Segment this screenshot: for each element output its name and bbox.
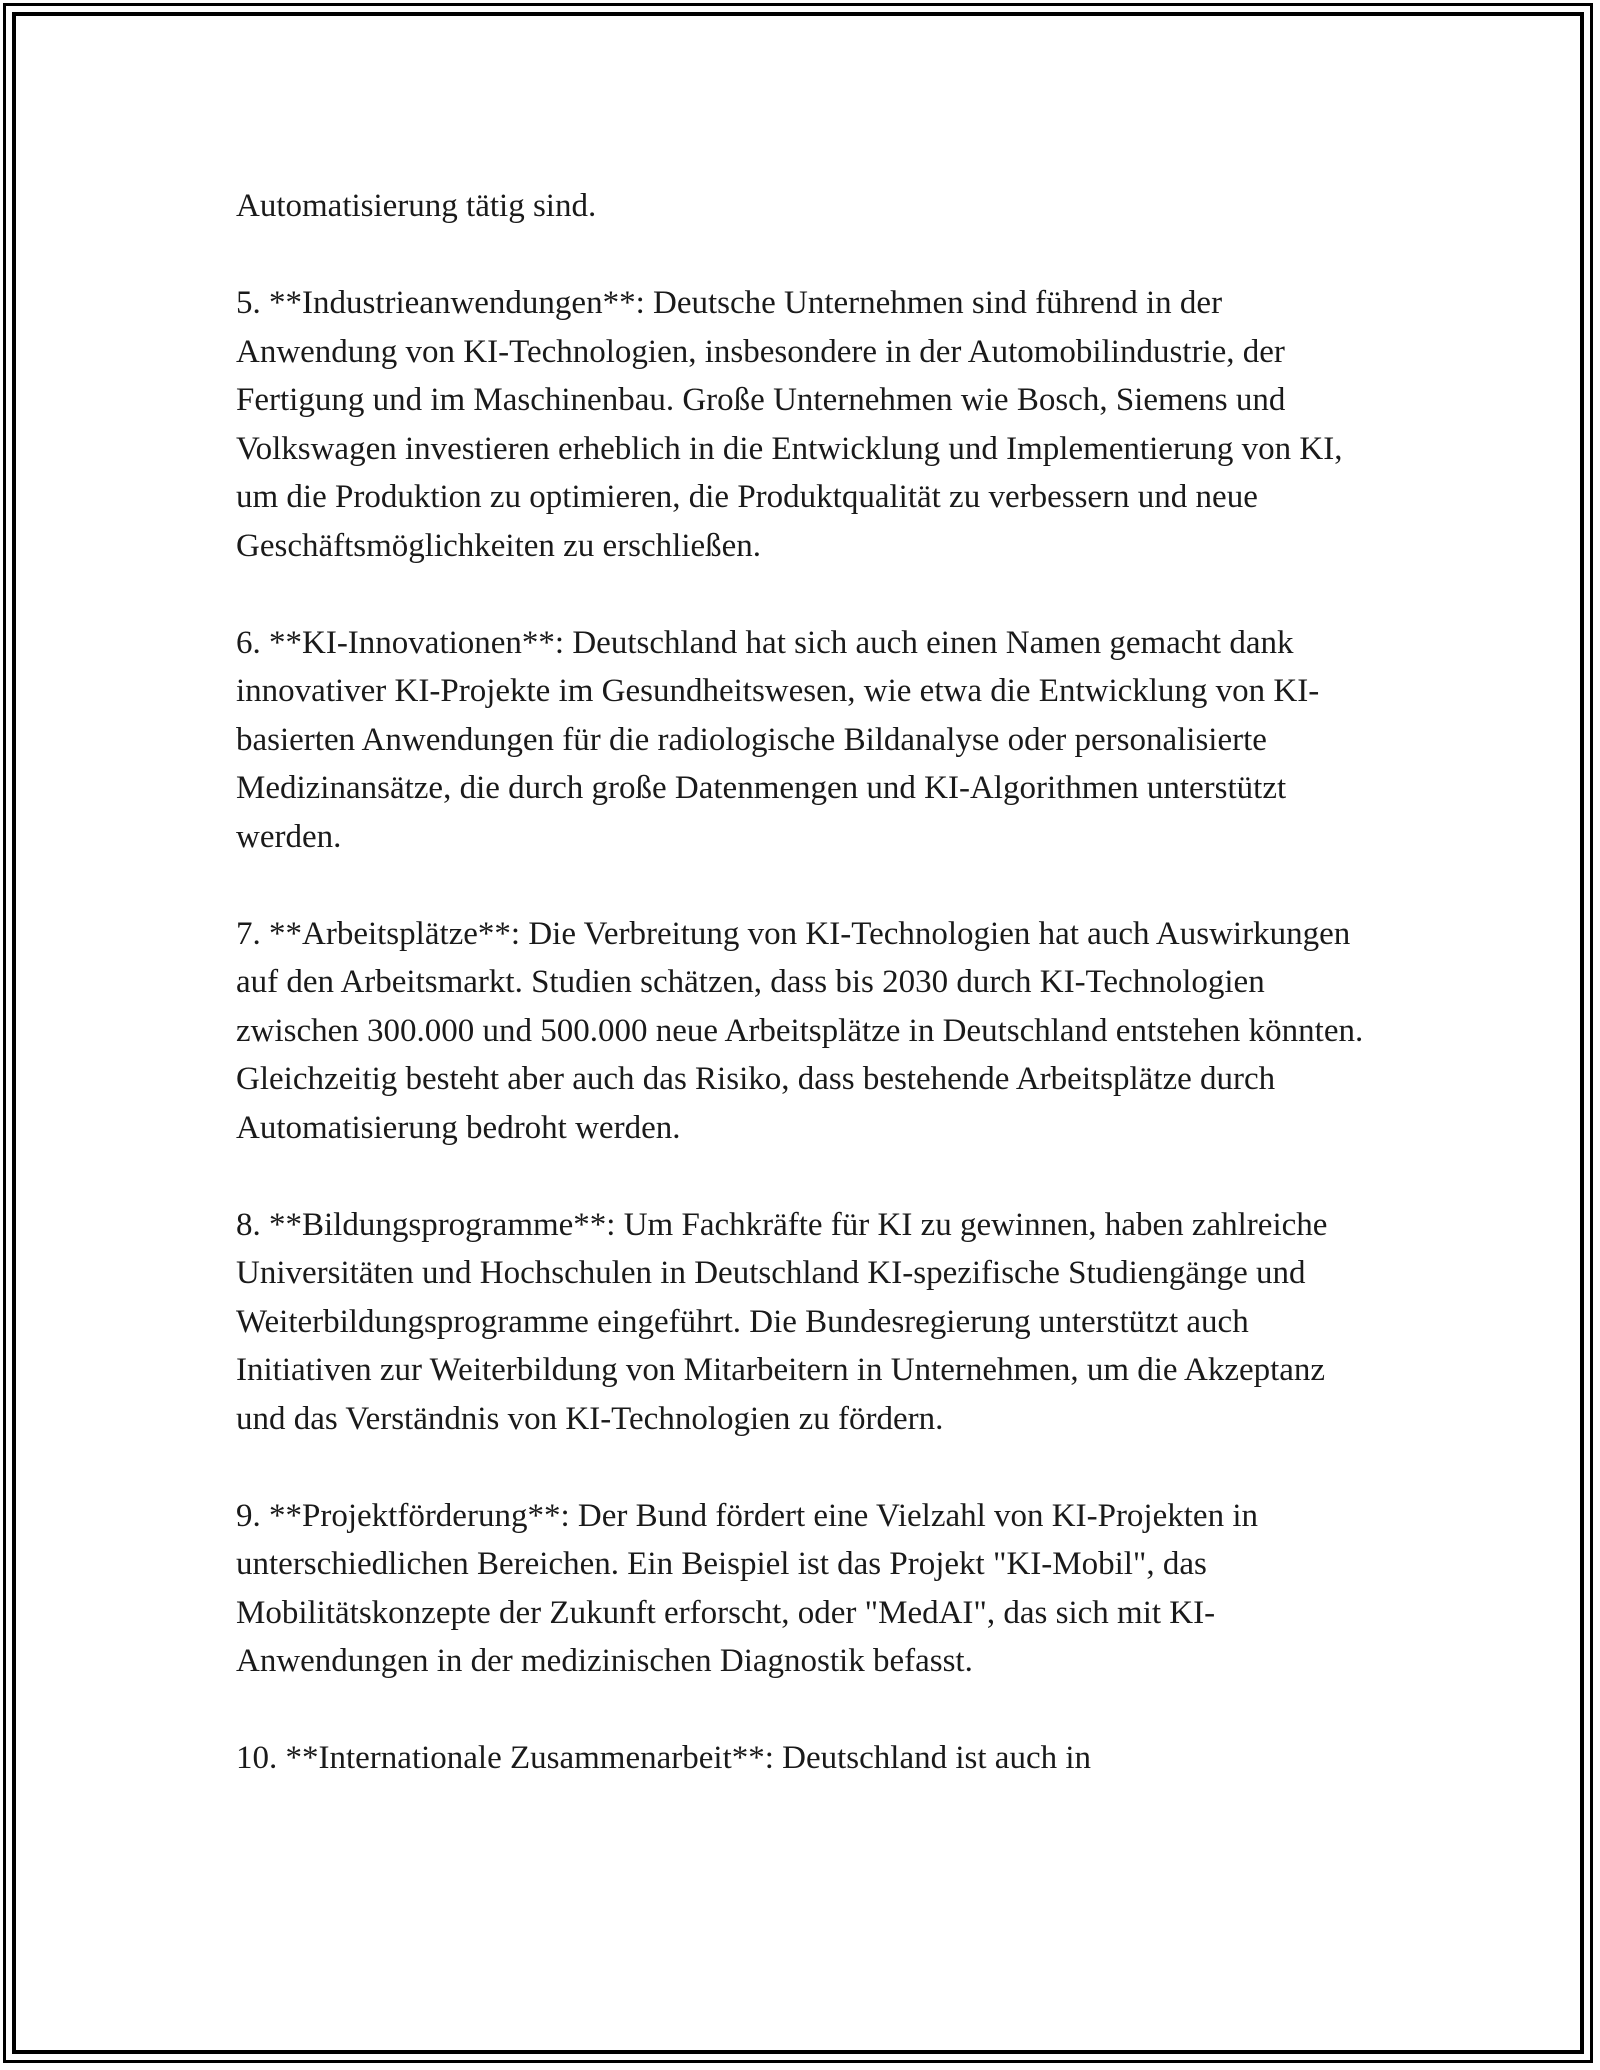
paragraph-arbeitsplaetze: 7. **Arbeitsplätze**: Die Verbreitung von KI-Technologien hat auch Auswirkungen auf den Arbeitsmarkt. Studien schätzen, dass bis 2030 durch KI-Technologien zwischen 300.000 und 500.000 neue Arbeitsplätze in Deutschland entstehen könnten. Gleichzeitig besteht aber auch das Risiko, dass bestehende Arbeitsplätze durch Automatisierung bedroht werden.: [236, 915, 1364, 1146]
paragraph-industrieanwendungen: 5. **Industrieanwendungen**: Deutsche Unternehmen sind führend in der Anwendung von KI-Technologien, insbesondere in der Automobilindustrie, der Fertigung und im Maschinenbau. Große Unternehmen wie Bosch, Siemens und Volkswagen investieren erheblich in die Entwicklung und Implementierung von KI, um die Produktion zu optimieren, die Produktqualität zu verbessern und neue Geschäftsmöglichkeiten zu erschließen.: [236, 285, 1343, 564]
paragraph-internationale-zusammenarbeit: 10. **Internationale Zusammenarbeit**: Deutschland ist auch in: [236, 1740, 1092, 1776]
document-body: [236, 182, 1366, 1831]
paragraph-ki-innovationen: 6. **KI-Innovationen**: Deutschland hat sich auch einen Namen gemacht dank innovativer KI-Projekte im Gesundheitswesen, wie etwa die Entwicklung von KI-basierten Anwendungen für die radiologische Bildanalyse oder personalisierte Medizinansätze, die durch große Datenmengen und KI-Algorithmen unterstützt werden.: [236, 624, 1320, 855]
paragraph-continuation: Automatisierung tätig sind.: [236, 188, 597, 224]
paragraph-bildungsprogramme: 8. **Bildungsprogramme**: Um Fachkräfte für KI zu gewinnen, haben zahlreiche Universitäten und Hochschulen in Deutschland KI-spezifische Studiengänge und Weiterbildungsprogramme eingeführt. Die Bundesregierung unterstützt auch Initiativen zur Weiterbildung von Mitarbeitern in Unternehmen, um die Akzeptanz und das Verständnis von KI-Technologien zu fördern.: [236, 1206, 1328, 1437]
paragraph-projektfoerderung: 9. **Projektförderung**: Der Bund fördert eine Vielzahl von KI-Projekten in unterschiedlichen Bereichen. Ein Beispiel ist das Projekt "KI-Mobil", das Mobilitätskonzepte der Zukunft erforscht, oder "MedAI", das sich mit KI-Anwendungen in der medizinischen Diagnostik befasst.: [236, 1497, 1258, 1679]
